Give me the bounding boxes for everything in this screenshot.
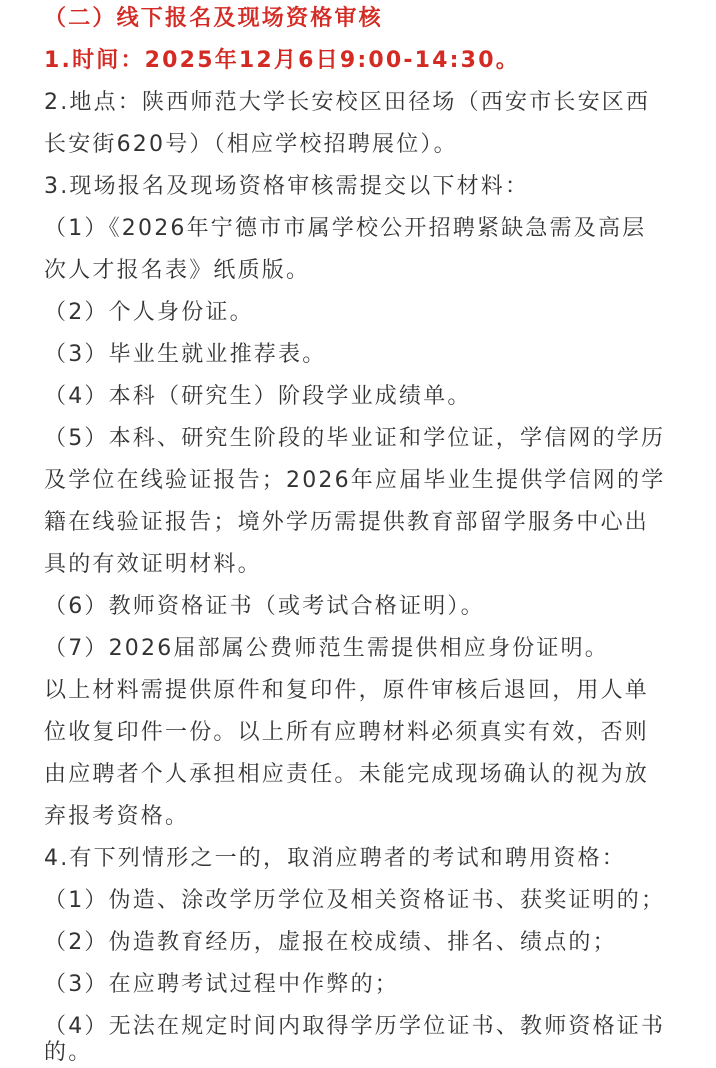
material-item: 次人才报名表》纸质版。	[44, 258, 311, 283]
materials-note: 位收复印件一份。以上所有应聘材料必须真实有效，否则	[44, 720, 650, 745]
material-item: （3）毕业生就业推荐表。	[44, 342, 327, 367]
materials-note: 以上材料需提供原件和复印件，原件审核后退回，用人单	[44, 678, 650, 703]
cancel-item: （4）无法在规定时间内取得学历学位证书、教师资格证书	[44, 1014, 666, 1039]
material-item: （1）《2026年宁德市市属学校公开招聘紧缺急需及高层	[44, 216, 647, 241]
materials-note: 弃报考资格。	[44, 804, 190, 829]
material-item: 籍在线验证报告；境外学历需提供教育部留学服务中心出	[44, 510, 650, 535]
material-item: （5）本科、研究生阶段的毕业证和学位证，学信网的学历	[44, 426, 666, 451]
material-item: 及学位在线验证报告；2026年应届毕业生提供学信网的学	[44, 468, 666, 493]
material-item: （4）本科（研究生）阶段学业成绩单。	[44, 384, 472, 409]
cancel-item: （2）伪造教育经历，虚报在校成绩、排名、绩点的；	[44, 930, 617, 955]
materials-note: 由应聘者个人承担相应责任。未能完成现场确认的视为放	[44, 762, 650, 787]
cancel-item: （1）伪造、涂改学历学位及相关资格证书、获奖证明的；	[44, 888, 666, 913]
location-line: 长安街620号）（相应学校招聘展位）。	[44, 132, 458, 157]
cancel-item: 的。	[44, 1040, 93, 1065]
section-heading: （二）线下报名及现场资格审核	[44, 6, 383, 31]
cancel-item: （3）在应聘考试过程中作弊的；	[44, 972, 399, 997]
material-item: 具的有效证明材料。	[44, 552, 262, 577]
material-item: （6）教师资格证书（或考试合格证明）。	[44, 594, 485, 619]
location-line: 2.地点：陕西师范大学长安校区田径场（西安市长安区西	[44, 90, 651, 115]
material-item: （7）2026届部属公费师范生需提供相应身份证明。	[44, 636, 609, 661]
material-item: （2）个人身份证。	[44, 300, 254, 325]
time-line: 1.时间：2025年12月6日9:00-14:30。	[44, 48, 520, 73]
cancel-title: 4.有下列情形之一的，取消应聘者的考试和聘用资格：	[44, 846, 626, 871]
materials-title: 3.现场报名及现场资格审核需提交以下材料：	[44, 174, 530, 199]
